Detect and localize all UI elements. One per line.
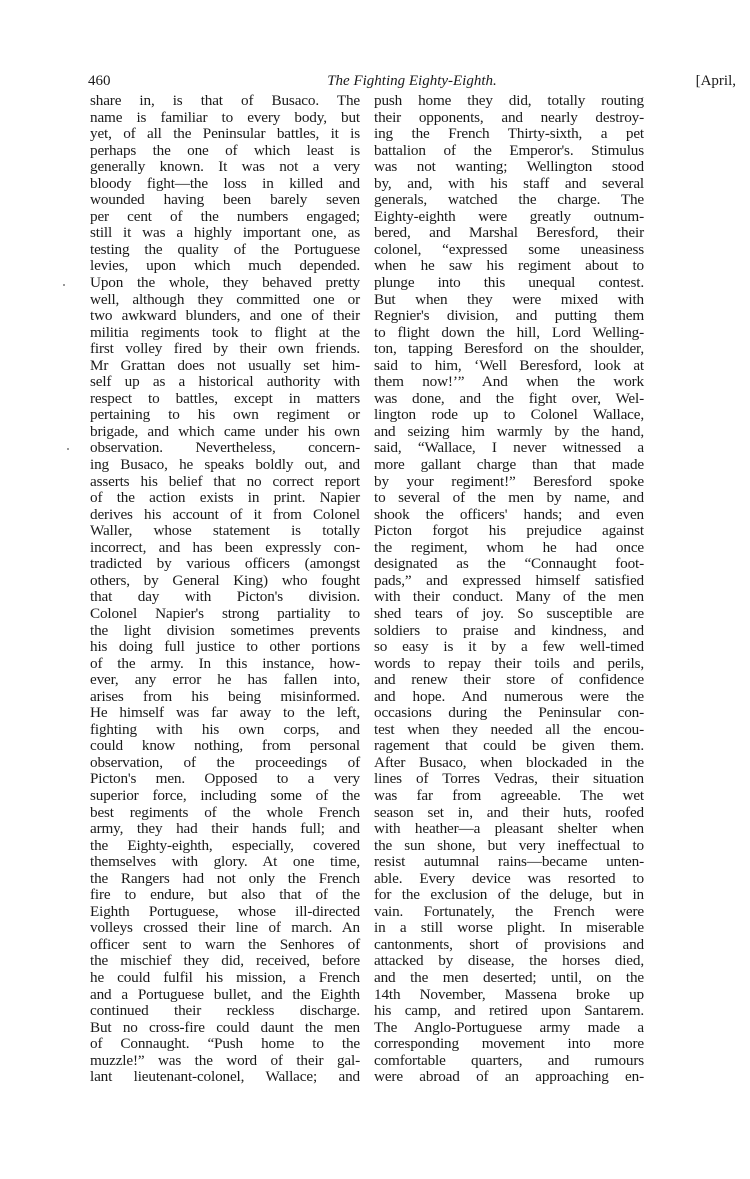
text-line: Mr Grattan does not usually set him- <box>90 356 360 374</box>
text-line: comfortable quarters, and rumours <box>374 1051 644 1069</box>
text-line: well, although they committed one or <box>90 290 360 308</box>
text-line: muzzle!” was the word of their gal- <box>90 1051 360 1069</box>
text-line: lington rode up to Colonel Wallace, <box>374 406 644 424</box>
text-line: share in, is that of Busaco. The <box>90 92 360 109</box>
text-line: ing Busaco, he speaks boldly out, and <box>90 456 360 474</box>
text-line: the sun shone, but very ineffectual to <box>374 836 644 854</box>
text-line: colonel, “expressed some uneasiness <box>374 240 644 258</box>
text-line: the light division sometimes prevents <box>90 621 360 639</box>
text-line: of Connaught. “Push home to the <box>90 1035 360 1053</box>
text-line: respect to battles, except in matters <box>90 389 360 407</box>
text-line: generally known. It was not a very <box>90 158 360 176</box>
text-line: wounded having been barely seven <box>90 191 360 209</box>
text-line: to several of the men by name, and <box>374 489 644 507</box>
text-line: two awkward blunders, and one of their <box>90 307 360 325</box>
text-line: test when they needed all the encou- <box>374 720 644 738</box>
text-line: soldiers to praise and kindness, and <box>374 621 644 639</box>
text-line: were abroad of an approaching en- <box>374 1068 644 1086</box>
scan-speck <box>67 448 69 450</box>
text-line: with heather—a pleasant shelter when <box>374 820 644 838</box>
text-line: fighting with his own corps, and <box>90 720 360 738</box>
text-line: pads,” and expressed himself satisfied <box>374 571 644 589</box>
text-line: of the action exists in print. Napier <box>90 489 360 507</box>
text-line: designated as the “Connaught foot- <box>374 555 644 573</box>
text-line: first volley fired by their own friends. <box>90 340 360 358</box>
text-line: ever, any error he has fallen into, <box>90 671 360 689</box>
text-line: fire to endure, but also that of the <box>90 886 360 904</box>
text-line: lant lieutenant-colonel, Wallace; and <box>90 1068 360 1086</box>
text-line: testing the quality of the Portuguese <box>90 240 360 258</box>
text-line: by your regiment!” Beresford spoke <box>374 472 644 490</box>
text-line: he could fulfil his mission, a French <box>90 968 360 986</box>
text-line: 14th November, Massena broke up <box>374 985 644 1003</box>
text-line: pertaining to his own regiment or <box>90 406 360 424</box>
text-line: able. Every device was resorted to <box>374 869 644 887</box>
text-line: Eighty-eighth were greatly outnum- <box>374 207 644 225</box>
text-line: Waller, whose statement is totally <box>90 522 360 540</box>
text-line: his doing full justice to other portions <box>90 638 360 656</box>
text-line: for the exclusion of the deluge, but in <box>374 886 644 904</box>
text-line: by, and, with his staff and several <box>374 174 644 192</box>
header-month: [April, <box>695 73 736 89</box>
text-line: army, they had their hands full; and <box>90 820 360 838</box>
text-line: superior force, including some of the <box>90 786 360 804</box>
text-line: brigade, and which came under his own <box>90 422 360 440</box>
text-line: battalion of the Emperor's. Stimulus <box>374 141 644 159</box>
text-line: bloody fight—the loss in killed and <box>90 174 360 192</box>
text-line: the Eighty-eighth, especially, covered <box>90 836 360 854</box>
left-column <box>90 93 360 1086</box>
text-line: occasions during the Peninsular con- <box>374 704 644 722</box>
text-line: militia regiments took to flight at the <box>90 323 360 341</box>
page-number: 460 <box>88 73 111 89</box>
text-line: said to him, ‘Well Beresford, look at <box>374 356 644 374</box>
text-line: name is familiar to every body, but <box>90 108 360 126</box>
text-line: plunge into this unequal contest. <box>374 274 644 292</box>
text-line: observation. Nevertheless, concern- <box>90 439 360 457</box>
text-line: said, “Wallace, I never witnessed a <box>374 439 644 457</box>
text-line: so easy is it by a few well-timed <box>374 638 644 656</box>
text-line: shed tears of joy. So susceptible are <box>374 604 644 622</box>
text-line: bered, and Marshal Beresford, their <box>374 224 644 242</box>
text-line: when he saw his regiment about to <box>374 257 644 275</box>
text-line: After Busaco, when blockaded in the <box>374 753 644 771</box>
text-line: tradicted by various officers (amongst <box>90 555 360 573</box>
text-line: and seizing him warmly by the hand, <box>374 422 644 440</box>
text-line: was done, and the fight over, Wel- <box>374 389 644 407</box>
text-line: But no cross-fire could daunt the men <box>90 1018 360 1036</box>
text-line: ton, tapping Beresford on the shoulder, <box>374 340 644 358</box>
text-line: Regnier's division, and putting them <box>374 307 644 325</box>
text-line: them now!’” And when the work <box>374 373 644 391</box>
text-line: volleys crossed their line of march. An <box>90 919 360 937</box>
text-line: officer sent to warn the Senhores of <box>90 935 360 953</box>
text-line: attacked by disease, the horses died, <box>374 952 644 970</box>
text-line: shook the officers' hands; and even <box>374 505 644 523</box>
text-line: more gallant charge than that made <box>374 456 644 474</box>
text-line: themselves with glory. At one time, <box>90 853 360 871</box>
text-line: their opponents, and nearly destroy- <box>374 108 644 126</box>
text-line: The Anglo-Portuguese army made a <box>374 1018 644 1036</box>
text-line: Picton's men. Opposed to a very <box>90 770 360 788</box>
text-line: season set in, and their huts, roofed <box>374 803 644 821</box>
text-line: and a Portuguese bullet, and the Eighth <box>90 985 360 1003</box>
text-line: could know nothing, from personal <box>90 737 360 755</box>
text-line: Picton forgot his prejudice against <box>374 522 644 540</box>
text-line: yet, of all the Peninsular battles, it is <box>90 125 360 143</box>
text-line: best regiments of the whole French <box>90 803 360 821</box>
text-line: Upon the whole, they behaved pretty <box>90 274 360 292</box>
text-line: arises from his being misinformed. <box>90 687 360 705</box>
text-line: with their conduct. Many of the men <box>374 588 644 606</box>
text-line: that day with Picton's division. <box>90 588 360 606</box>
text-line: his camp, and retired upon Santarem. <box>374 1002 644 1020</box>
text-line: asserts his belief that no correct report <box>90 472 360 490</box>
text-line: the mischief they did, received, before <box>90 952 360 970</box>
text-line: lines of Torres Vedras, their situation <box>374 770 644 788</box>
text-line: and hope. And numerous were the <box>374 687 644 705</box>
scan-speck <box>63 284 65 286</box>
text-line: to flight down the hill, Lord Welling- <box>374 323 644 341</box>
text-line: the Rangers had not only the French <box>90 869 360 887</box>
text-line: ragement that could be given them. <box>374 737 644 755</box>
text-line: words to repay their toils and perils, <box>374 654 644 672</box>
running-header <box>88 73 736 93</box>
text-line: and the men deserted; until, on the <box>374 968 644 986</box>
text-line: resist autumnal rains—became unten- <box>374 853 644 871</box>
text-line: in a still worse plight. In miserable <box>374 919 644 937</box>
text-line: observation, of the proceedings of <box>90 753 360 771</box>
text-line: vain. Fortunately, the French were <box>374 902 644 920</box>
text-line: generals, watched the charge. The <box>374 191 644 209</box>
text-line: He himself was far away to the left, <box>90 704 360 722</box>
text-line: continued their reckless discharge. <box>90 1002 360 1020</box>
text-line: and renew their store of confidence <box>374 671 644 689</box>
text-line: levies, upon which much depended. <box>90 257 360 275</box>
text-line: Eighth Portuguese, whose ill-directed <box>90 902 360 920</box>
text-line: perhaps the one of which least is <box>90 141 360 159</box>
text-line: self up as a historical authority with <box>90 373 360 391</box>
text-line: But when they were mixed with <box>374 290 644 308</box>
text-line: the regiment, whom he had once <box>374 538 644 556</box>
text-line: others, by General King) who fought <box>90 571 360 589</box>
text-line: cantonments, short of provisions and <box>374 935 644 953</box>
text-line: was not wanting; Wellington stood <box>374 158 644 176</box>
text-line: Colonel Napier's strong partiality to <box>90 604 360 622</box>
text-line: per cent of the numbers engaged; <box>90 207 360 225</box>
text-line: of the army. In this instance, how- <box>90 654 360 672</box>
text-line: push home they did, totally routing <box>374 92 644 109</box>
text-line: was far from agreeable. The wet <box>374 786 644 804</box>
running-title: The Fighting Eighty-Eighth. <box>327 73 497 89</box>
text-line: ing the French Thirty-sixth, a pet <box>374 125 644 143</box>
right-column <box>374 93 644 1086</box>
text-line: derives his account of it from Colonel <box>90 505 360 523</box>
text-line: still it was a highly important one, as <box>90 224 360 242</box>
text-line: incorrect, and has been expressly con- <box>90 538 360 556</box>
text-line: corresponding movement into more <box>374 1035 644 1053</box>
